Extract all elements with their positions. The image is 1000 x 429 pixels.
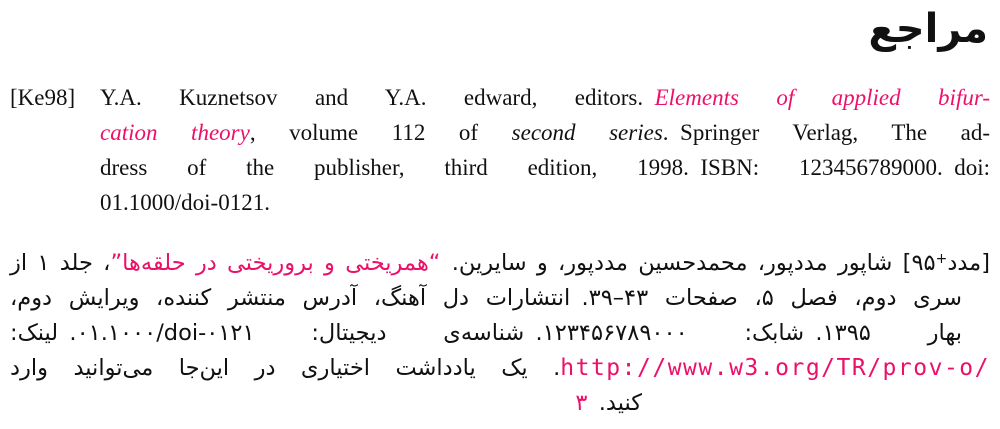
fa-label-close: ۹۵] bbox=[902, 249, 936, 276]
fa-entry-line-1 bbox=[10, 242, 990, 281]
en-volume-text: , volume 112 of bbox=[249, 120, 512, 145]
fa-year-isbn-text: بهار ۱۳۹۵. شابک: ۱۲۳۴۵۶۷۸۹۰۰۰. شناسه‌ی دیجیتال: bbox=[254, 319, 962, 346]
fa-entry-line-4 bbox=[10, 351, 990, 386]
fa-link-label-text: . لینک: bbox=[10, 319, 77, 346]
fa-title-link[interactable]: “همریختی و بروریختی در حلقه‌ها” bbox=[110, 249, 441, 276]
en-entry-line-1 bbox=[100, 80, 990, 115]
fa-doi-text: ۰۱.۱۰۰۰/doi-۰۱۲۱ bbox=[76, 319, 255, 346]
fa-note-end-text: کنید. bbox=[587, 389, 642, 416]
fa-authors-text: شاپور مددپور، محمدحسین مددپور، و سایرین. bbox=[440, 249, 893, 276]
fa-entry-line-3 bbox=[10, 316, 962, 351]
fa-publisher-text: . انتشارات دل آهنگ، آدرس منتشر کننده، ویرایش دوم، bbox=[10, 284, 589, 311]
fa-entry-line-5 bbox=[10, 386, 642, 421]
bibliography-entry-en bbox=[10, 80, 991, 220]
fa-note-text: . یک یادداشت اختیاری در این‌جا می‌توانید وارد bbox=[10, 354, 561, 381]
fa-entry-line-2 bbox=[10, 281, 962, 316]
fa-label-superscript-plus: + bbox=[935, 251, 948, 267]
fa-volume-text: ، جلد ۱ از bbox=[10, 249, 111, 276]
en-authors-text: Y.A. Kuznetsov and Y.A. edward, editors. bbox=[100, 85, 655, 110]
fa-label-open: [مدد bbox=[947, 249, 990, 276]
en-entry-line-3 bbox=[100, 150, 990, 185]
references-heading: مراجع bbox=[868, 6, 988, 52]
bibliography-entry-fa bbox=[10, 242, 990, 421]
fa-series-chapter-text: سری دوم، فصل ۵، صفحات bbox=[648, 284, 962, 311]
en-series-name: second series bbox=[511, 120, 663, 145]
en-edition-isbn-text: dress of the publisher, third edition, 1998. ISBN: 123456789000. doi: bbox=[100, 155, 990, 180]
en-publisher-text: . Springer Verlag, The ad- bbox=[662, 120, 991, 145]
url-link[interactable]: http://www.w3.org/TR/prov-o/ bbox=[560, 354, 990, 381]
en-title-link-part1[interactable]: Elements of applied bifur- bbox=[654, 85, 990, 110]
fa-pages-range: ۳۹–۴۳ bbox=[588, 284, 649, 311]
citation-label-fa bbox=[903, 250, 990, 276]
en-entry-line-2 bbox=[100, 115, 990, 150]
en-doi-text: 01.1000/doi-0121. bbox=[100, 190, 270, 215]
backref-page-link[interactable]: ۳ bbox=[575, 389, 588, 416]
citation-label-en: [Ke98] bbox=[10, 85, 76, 110]
en-title-link-part2[interactable]: cation theory bbox=[100, 120, 250, 145]
en-entry-line-4 bbox=[100, 185, 990, 220]
